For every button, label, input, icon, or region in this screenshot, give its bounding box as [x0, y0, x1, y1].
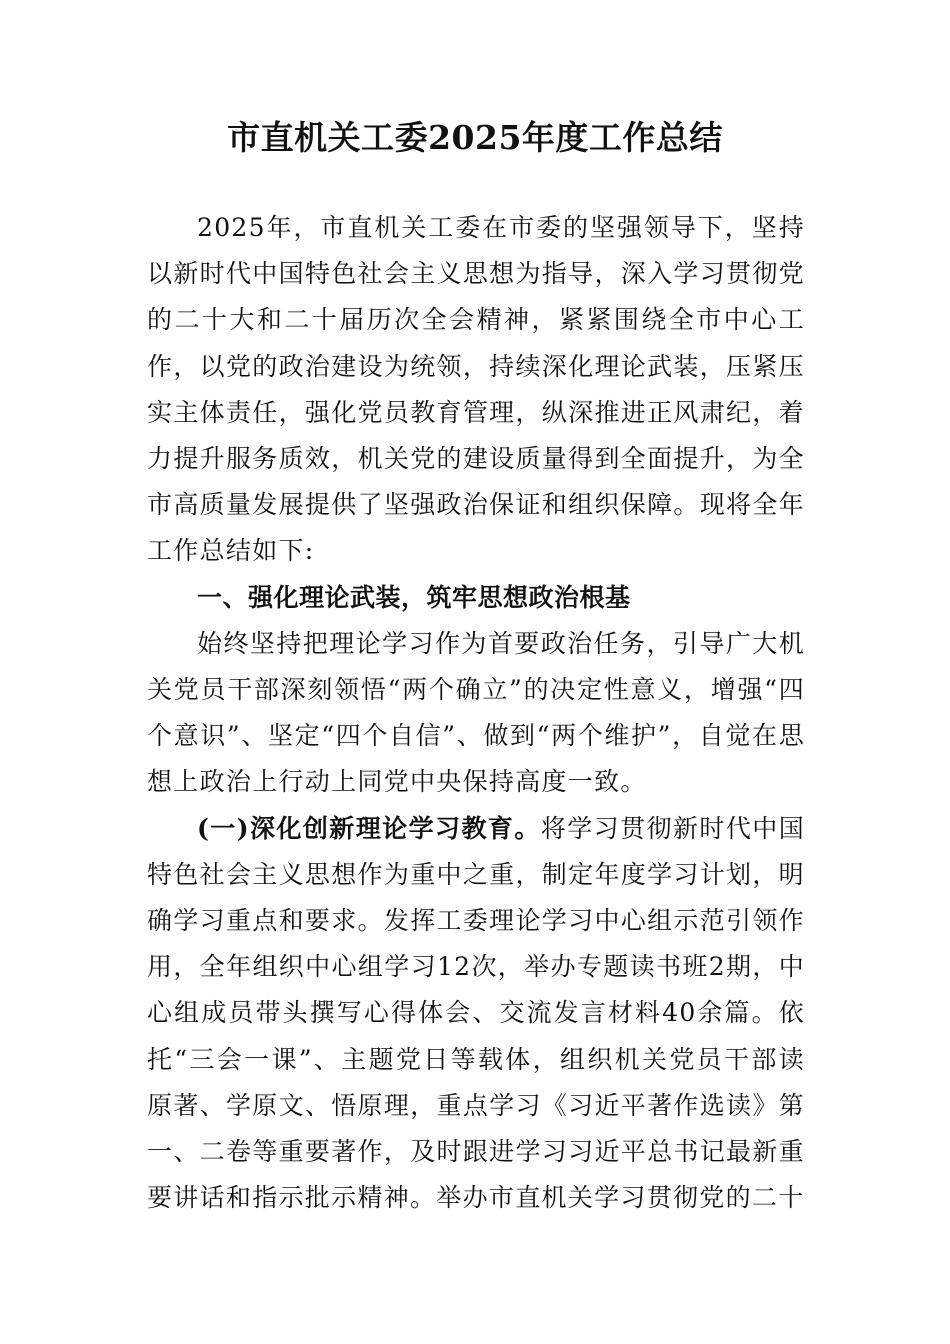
- section-paragraph: 始终坚持把理论学习作为首要政治任务，引导广大机关党员干部深刻领悟“两个确立”的决定性意义，增强“四个意识”、坚定“四个自信”、做到“两个维护”，自觉在思想上政治上行动上同党中央保持高度一致。: [147, 628, 805, 797]
- intro-paragraph: 2025年，市直机关工委在市委的坚强领导下，坚持以新时代中国特色社会主义思想为指导，深入学习贯彻党的二十大和二十届历次全会精神，紧紧围绕全市中心工作，以党的政治建设为统领，持续深化理论武装，压紧压实主体责任，强化党员教育管理，纵深推进正风肃纪，着力提升服务质效，机关党的建设质量得到全面提升，为全市高质量发展提供了坚强政治保证和组织保障。现将全年工作总结如下:: [147, 213, 805, 566]
- subsection-paragraph: [147, 806, 805, 1222]
- document-body: [147, 205, 805, 1221]
- section-heading: 一、强化理论武装，筑牢思想政治根基: [197, 582, 631, 612]
- subsection-heading: (一)深化创新理论学习教育。: [197, 813, 541, 843]
- subsection-text: 将学习贯彻新时代中国特色社会主义思想作为重中之重，制定年度学习计划，明确学习重点和要求。发挥工委理论学习中心组示范引领作用，全年组织中心组学习12次，举办专题读书班2期，中心组成员带头撰写心得体会、交流发言材料40余篇。依托“三会一课”、主题党日等载体，组织机关党员干部读原著、学原文、悟原理，重点学习《习近平著作选读》第一、二卷等重要著作，及时跟进学习习近平总书记最新重要讲话和指示批示精神。举办市直机关学习贯彻党的二十: [147, 813, 805, 1213]
- document-title: 市直机关工委2025年度工作总结: [227, 118, 723, 157]
